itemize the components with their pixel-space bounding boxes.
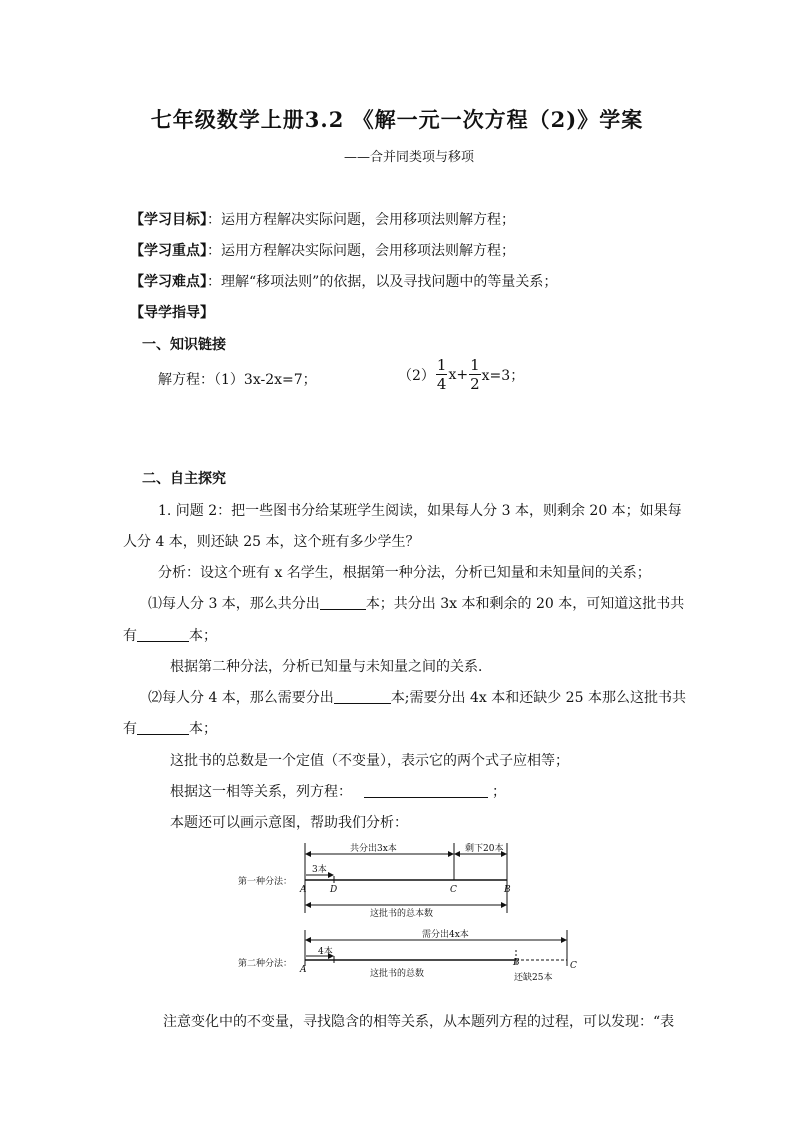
focus-line [130, 240, 515, 260]
method2-text-c: 有 [123, 721, 137, 737]
fraction-half-num: 1 [470, 356, 480, 374]
equation-2-prefix: （2） [398, 367, 435, 384]
method2-line-2 [123, 718, 217, 738]
section1-heading: 一、知识链接 [142, 337, 226, 353]
invariant-line: 这批书的总数是一个定值（不变量），表示它的两个式子应相等； [170, 753, 569, 769]
problem-line-2: 人分 4 本，则还缺 25 本，这个班有多少学生？ [123, 534, 420, 550]
difficulty-line [130, 271, 557, 291]
section2-heading: 二、自主探究 [142, 471, 226, 487]
goal-line [130, 209, 515, 229]
focus-label: 【学习重点】 [130, 243, 207, 259]
difficulty-text: ：理解“移项法则”的依据，以及寻找问题中的等量关系； [207, 274, 558, 290]
equation-prompt-text: 根据这一相等关系，列方程： [170, 784, 352, 800]
row1-3-books-label: 3本 [312, 865, 327, 875]
fraction-quarter-den: 4 [436, 375, 447, 393]
guide-line [130, 302, 214, 322]
row1-left-over-label: 剩下20本 [465, 844, 504, 854]
method2-line-1 [148, 687, 686, 707]
diagram-intro: 本题还可以画示意图，帮助我们分析： [170, 815, 408, 831]
note-line: 注意变化中的不变量，寻找隐含的相等关系，从本题列方程的过程，可以发现：“表 [163, 1014, 675, 1030]
blank-field[interactable] [334, 689, 391, 704]
method1-text-d: 本； [189, 628, 217, 644]
problem-line-1: 1. 问题 2：把一些图书分给某班学生阅读，如果每人分 3 本，则剩余 20 本；如果每 [158, 503, 682, 519]
fraction-quarter-num: 1 [436, 356, 447, 374]
blank-field[interactable] [137, 720, 189, 735]
row2-total-label: 这批书的总数 [370, 969, 425, 979]
point-a: A [300, 885, 307, 895]
point-b: B [504, 885, 511, 895]
guide-label: 【导学指导】 [130, 305, 214, 321]
fraction-quarter [436, 356, 448, 393]
method1-text-a: ⑴每人分 3 本，那么共分出 [148, 596, 320, 612]
row1-total-label: 这批书的总本数 [370, 909, 434, 919]
blank-field[interactable] [137, 627, 189, 642]
method1-text-c: 有 [123, 628, 137, 644]
point-c: C [450, 885, 457, 895]
focus-text: ：运用方程解决实际问题，会用移项法则解方程； [207, 243, 515, 259]
difficulty-label: 【学习难点】 [130, 274, 207, 290]
method2-text-d: 本； [189, 721, 217, 737]
point-b2: B [513, 958, 520, 968]
page-subtitle: ——合并同类项与移项 [344, 150, 475, 165]
method1-line-2 [123, 625, 217, 645]
equation-prompt-line [170, 781, 506, 801]
row2-needed-label: 需分出4x本 [422, 930, 469, 940]
row2-4-books-label: 4本 [318, 947, 333, 957]
method2-intro: 根据第二种分法，分析已知量与未知量之间的关系． [170, 659, 492, 675]
equation-1: 解方程：（1）3x-2x=7； [158, 372, 317, 388]
goal-text: ：运用方程解决实际问题，会用移项法则解方程； [207, 212, 515, 228]
point-a2: A [300, 965, 307, 975]
row1-shared-label: 共分出3x本 [350, 844, 397, 854]
goal-label: 【学习目标】 [130, 212, 207, 228]
distribution-diagram [230, 838, 590, 988]
equation-prompt-end: ； [492, 784, 506, 800]
method1-text-b: 本；共分出 3x 本和剩余的 20 本，可知道这批书共 [365, 596, 685, 612]
blank-field[interactable] [320, 595, 366, 610]
method2-text-b: 本;需要分出 4x 本和还缺少 25 本那么这批书共 [390, 690, 686, 706]
row2-shortage-label: 还缺25本 [514, 973, 553, 983]
row1-label: 第一种分法： [238, 877, 293, 887]
row2-label: 第二种分法： [238, 959, 293, 969]
fraction-half-den: 2 [470, 375, 480, 393]
equation-blank[interactable] [364, 783, 488, 798]
fraction-half [469, 356, 481, 393]
method1-line-1 [148, 593, 684, 613]
analysis-line: 分析：设这个班有 x 名学生，根据第一种分法，分析已知量和未知量间的关系； [158, 565, 651, 581]
equation-2-suffix: x=3； [481, 367, 525, 384]
page-title: 七年级数学上册3.2 《解一元一次方程（2)》学案 [150, 107, 644, 132]
equation-2 [398, 356, 524, 393]
point-d: D [330, 885, 338, 895]
point-c2: C [570, 961, 577, 971]
method2-text-a: ⑵每人分 4 本，那么需要分出 [148, 690, 334, 706]
equation-2-mid: x+ [448, 366, 469, 383]
